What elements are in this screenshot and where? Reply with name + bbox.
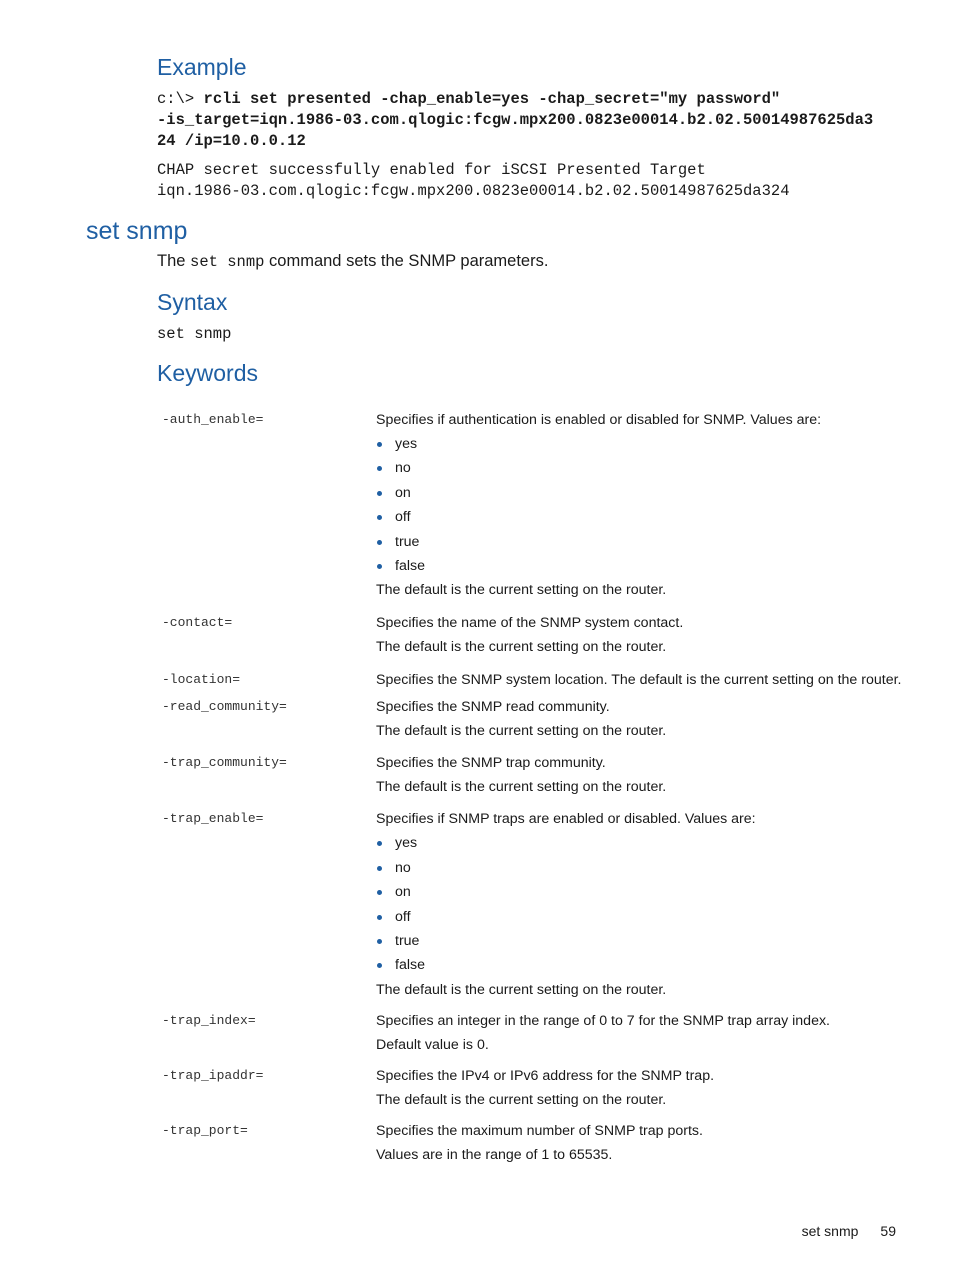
command-line-3: 24 /ip=10.0.0.12	[157, 132, 306, 150]
value-text: yes	[395, 835, 418, 852]
footer-label: set snmp	[801, 1223, 859, 1239]
value-item	[376, 456, 902, 480]
keyword-row	[162, 751, 902, 799]
value-item	[376, 530, 902, 554]
bullet-icon	[377, 515, 382, 520]
value-item	[376, 831, 902, 855]
value-item	[376, 481, 902, 505]
description-line: Default value is 0.	[376, 1036, 489, 1053]
keyword-description	[376, 611, 902, 659]
keyword-description	[376, 751, 902, 799]
keyword-description	[376, 668, 902, 692]
keyword-description	[376, 807, 902, 1001]
intro-after: command sets the SNMP parameters.	[264, 252, 549, 270]
bullet-icon	[377, 491, 382, 496]
description-line: The default is the current setting on the router.	[376, 981, 667, 998]
keyword-name: -contact=	[162, 615, 233, 631]
description-line: Specifies the name of the SNMP system contact.	[376, 615, 684, 632]
bullet-icon	[377, 841, 382, 846]
keyword-row	[162, 1064, 902, 1112]
value-text: off	[395, 509, 411, 526]
command-text-1: rcli set presented -chap_enable=yes -chap_secret="my password"	[203, 90, 781, 108]
command-line-1	[157, 89, 780, 110]
bullet-icon	[377, 890, 382, 895]
description-line: Specifies if authentication is enabled or disabled for SNMP. Values are:	[376, 412, 822, 428]
values-list	[376, 831, 902, 977]
value-item	[376, 432, 902, 456]
description-line: Specifies the IPv4 or IPv6 address for the SNMP trap.	[376, 1067, 715, 1084]
bullet-icon	[377, 915, 382, 920]
keyword-name: -trap_community=	[162, 755, 287, 771]
keyword-row	[162, 695, 902, 743]
value-text: no	[395, 859, 411, 876]
keyword-name: -read_community=	[162, 699, 287, 715]
keyword-name: -location=	[162, 672, 241, 688]
value-text: false	[395, 558, 425, 575]
bullet-icon	[377, 866, 382, 871]
description-line: Specifies the SNMP read community.	[376, 699, 610, 716]
keyword-row	[162, 408, 902, 602]
description-line: The default is the current setting on the router.	[376, 639, 667, 656]
keywords-heading: Keywords	[157, 360, 258, 386]
description-line: Specifies an integer in the range of 0 to 7 for the SNMP trap array index.	[376, 1012, 830, 1029]
keyword-row	[162, 807, 902, 1001]
output-line-1: CHAP secret successfully enabled for iSCSI Presented Target	[157, 161, 706, 179]
section-title: set snmp	[86, 217, 188, 245]
keyword-description	[376, 695, 902, 743]
value-item	[376, 880, 902, 904]
value-text: true	[395, 533, 420, 550]
value-text: on	[395, 884, 411, 901]
keyword-description	[376, 1119, 902, 1167]
description-line: The default is the current setting on the router.	[376, 779, 667, 796]
page-number: 59	[880, 1223, 896, 1239]
intro-before: The	[157, 252, 191, 270]
command-prompt: c:\>	[157, 90, 195, 108]
keyword-row	[162, 1009, 902, 1057]
syntax-code: set snmp	[157, 325, 232, 343]
keyword-description	[376, 1009, 902, 1057]
keyword-name: -trap_index=	[162, 1012, 256, 1028]
keyword-row	[162, 668, 902, 692]
keywords-table	[162, 408, 902, 1167]
description-line: Values are in the range of 1 to 65535.	[376, 1146, 613, 1163]
value-item	[376, 953, 902, 977]
intro-code: set snmp	[190, 253, 265, 271]
value-item	[376, 905, 902, 929]
bullet-icon	[377, 442, 382, 447]
keyword-description	[376, 1064, 902, 1112]
command-line-2: -is_target=iqn.1986-03.com.qlogic:fcgw.mpx200.0823e00014.b2.02.50014987625da3	[157, 111, 874, 129]
value-item	[376, 856, 902, 880]
value-text: off	[395, 908, 411, 925]
description-line: The default is the current setting on the router.	[376, 1091, 667, 1108]
value-text: yes	[395, 436, 418, 452]
section-intro	[157, 252, 548, 271]
bullet-icon	[377, 939, 382, 944]
bullet-icon	[377, 540, 382, 545]
bullet-icon	[377, 564, 382, 569]
values-list	[376, 432, 902, 578]
keyword-description	[376, 408, 902, 602]
description-line: Specifies if SNMP traps are enabled or disabled. Values are:	[376, 811, 756, 828]
value-text: false	[395, 957, 425, 974]
value-item	[376, 505, 902, 529]
syntax-heading: Syntax	[157, 289, 228, 315]
keyword-row	[162, 1119, 902, 1167]
bullet-icon	[377, 466, 382, 471]
description-line: Specifies the maximum number of SNMP trap ports.	[376, 1122, 703, 1139]
value-item	[376, 554, 902, 578]
example-heading: Example	[157, 54, 247, 80]
description-line: Specifies the SNMP trap community.	[376, 755, 606, 772]
description-line: Specifies the SNMP system location. The default is the current setting on the router.	[376, 672, 902, 689]
value-item	[376, 929, 902, 953]
description-line: The default is the current setting on the router.	[376, 723, 667, 740]
output-line-2: iqn.1986-03.com.qlogic:fcgw.mpx200.0823e00014.b2.02.50014987625da324	[157, 182, 790, 200]
value-text: no	[395, 460, 411, 477]
description-line: The default is the current setting on the router.	[376, 582, 667, 599]
keyword-name: -trap_ipaddr=	[162, 1067, 264, 1083]
value-text: true	[395, 933, 420, 950]
page-footer	[802, 1223, 896, 1239]
value-text: on	[395, 484, 411, 501]
bullet-icon	[377, 963, 382, 968]
keyword-name: -auth_enable=	[162, 412, 264, 427]
keyword-name: -trap_port=	[162, 1122, 248, 1138]
keyword-name: -trap_enable=	[162, 811, 264, 827]
keyword-row	[162, 611, 902, 659]
